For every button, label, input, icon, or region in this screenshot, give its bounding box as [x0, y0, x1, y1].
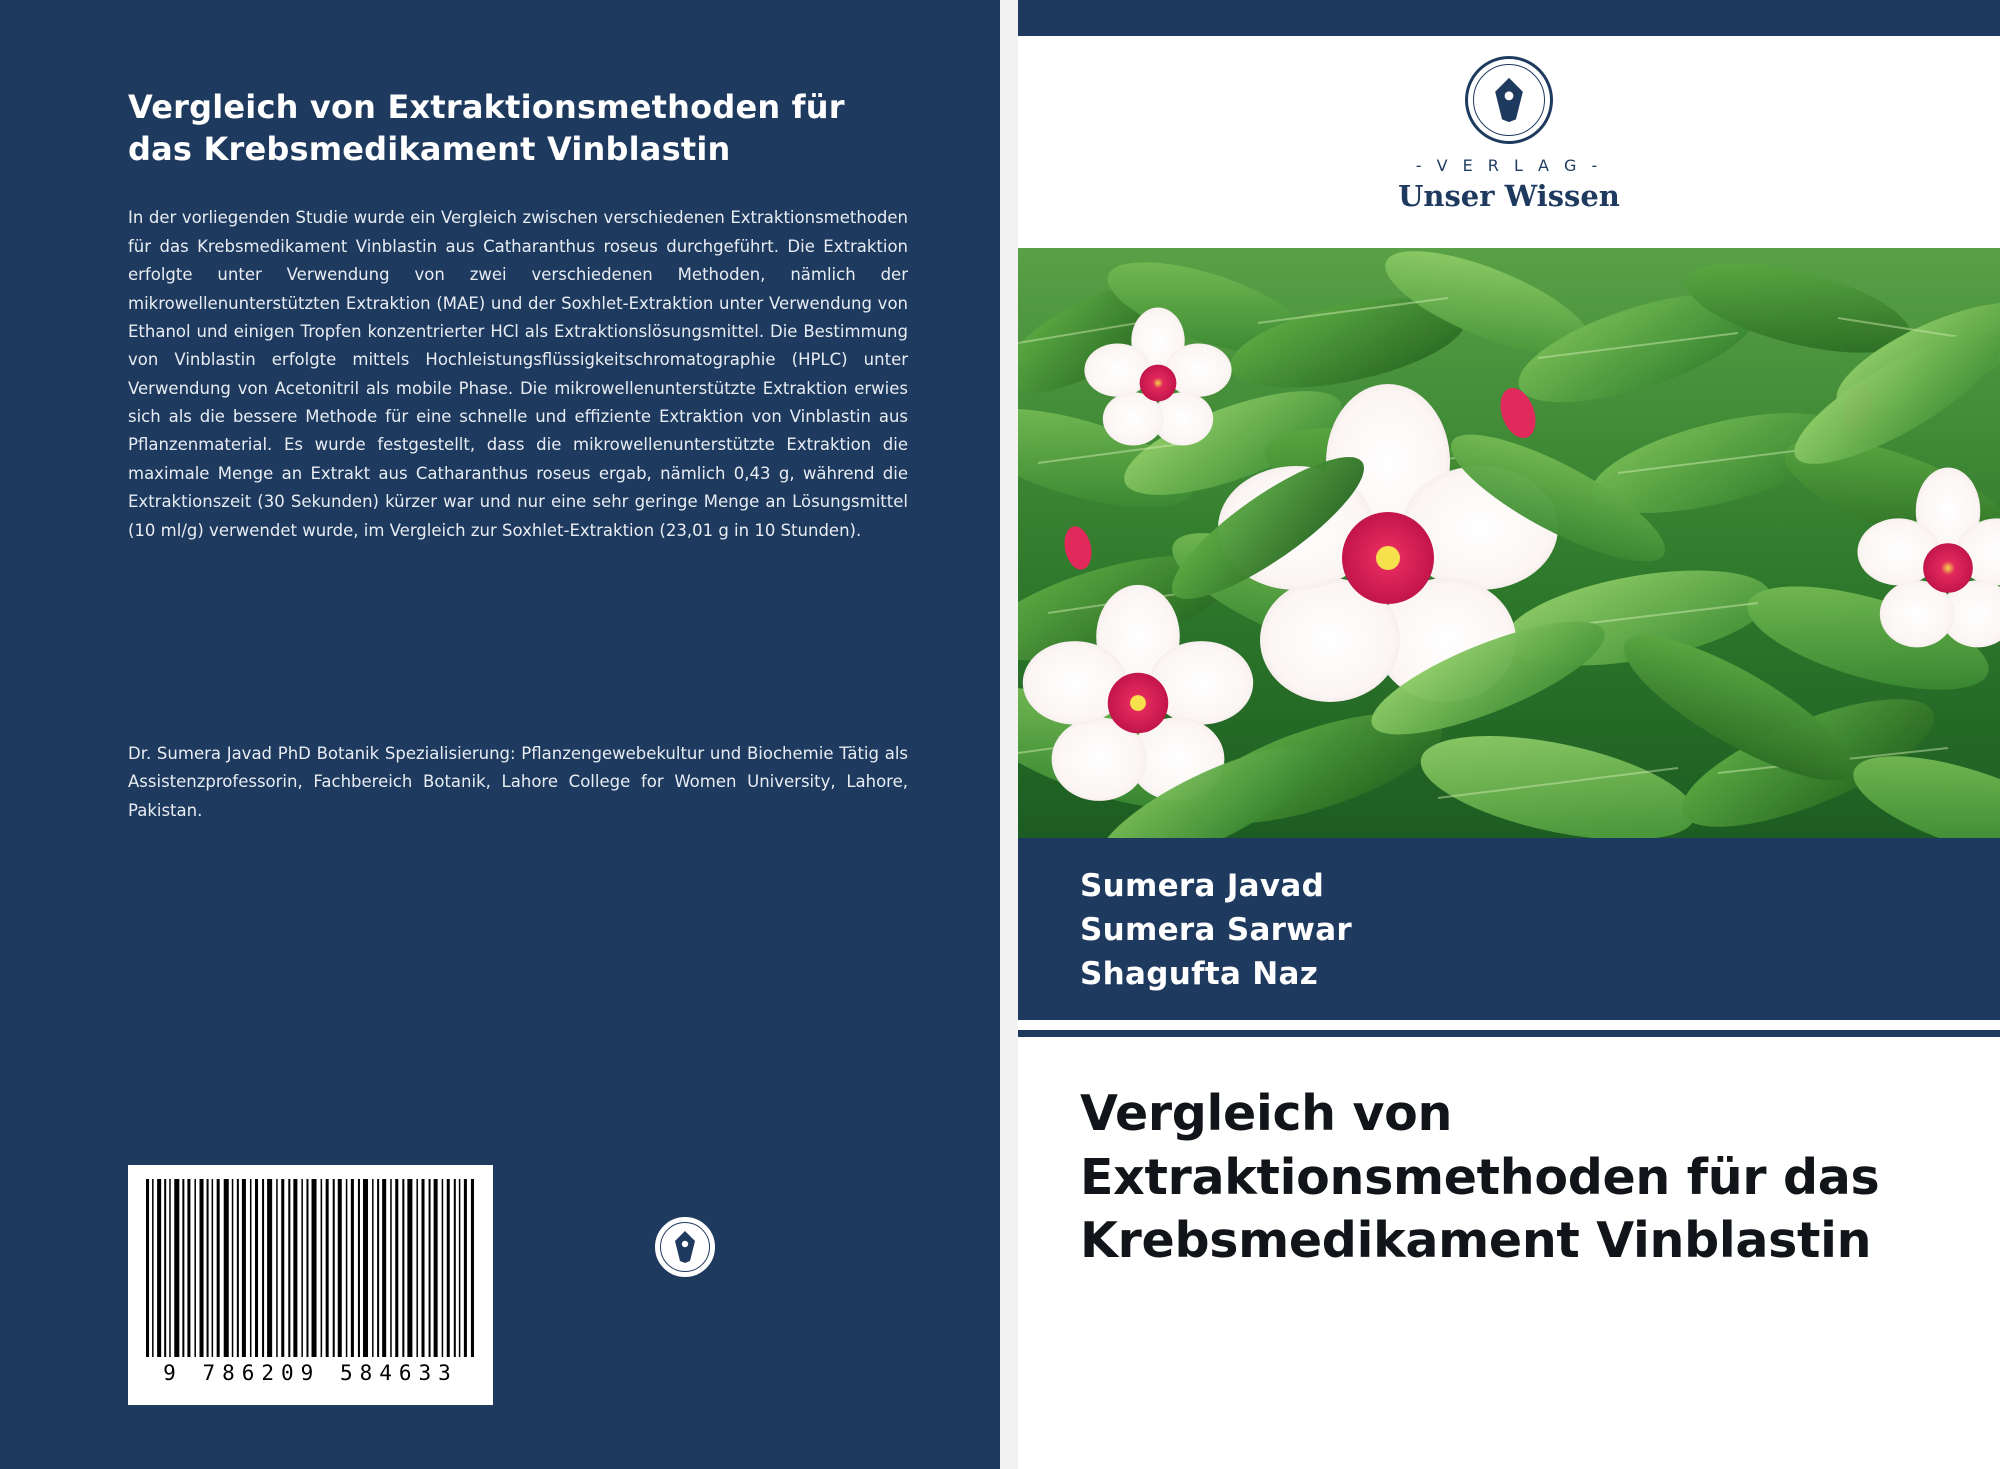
- author-name: Sumera Javad: [1080, 868, 1325, 904]
- author-name: Shagufta Naz: [1080, 956, 1319, 993]
- catharanthus-roseus-illustration: [1018, 248, 2000, 838]
- publisher-brand-name: Unser Wissen: [600, 1307, 770, 1333]
- pen-nib-icon: [1491, 76, 1527, 124]
- front-cover-top-bar: [1018, 0, 2000, 36]
- band-rule: [1018, 1030, 2000, 1037]
- isbn-barcode: [128, 1165, 493, 1405]
- publisher-verlag-label: - V E R L A G -: [613, 1288, 757, 1304]
- back-cover-text-block: [128, 86, 908, 545]
- barcode-bars-icon: [144, 1179, 477, 1357]
- front-publisher-logo: [1018, 56, 2000, 213]
- back-cover-author-bio: Dr. Sumera Javad PhD Botanik Spezialisierung: Pflanzengewebekultur und Biochemie Tätig als Assistenzprofessorin, Fachbereich Botanik, Lahore College for Women University, Lahore, Pakistan.: [128, 744, 908, 820]
- cover-photo: [1018, 248, 2000, 838]
- book-spine: [1000, 0, 1018, 1469]
- band-divider: [1018, 1020, 2000, 1030]
- back-cover-abstract: In der vorliegenden Studie wurde ein Vergleich zwischen verschiedenen Extraktionsmethoden für das Krebsmedikament Vinblastin aus Catharanthus roseus durchgeführt. Die Extraktion erfolgte unter Verwendung von zwei verschiedenen Methoden, nämlich der mikrowellenunterstützten Extraktion (MAE) und der Soxhlet-Extraktion unter Verwendung von Ethanol und einigen Tropfen konzentrierter HCl als Extraktionslösungsmittel. Die Bestimmung von Vinblastin erfolgte mittels Hochleistungsflüssigkeitschromatographie (HPLC) unter Verwendung von Acetonitril als mobile Phase. Die mikrowellenunterstützte Extraktion erwies sich als die bessere Methode für eine schnelle und effiziente Extraktion von Vinblastin aus Pflanzenmaterial. Es wurde festgestellt, dass die mikrowellenunterstützte Extraktion die maximale Menge an Extrakt aus Catharanthus roseus ergab, nämlich 0,43 g, während die Extraktionszeit (30 Sekunden) kürzer war und nur eine sehr geringe Menge an Lösungsmittel (10 ml/g) verwendet wurde, im Vergleich zur Soxhlet-Extraktion (23,01 g in 10 Stunden).: [128, 208, 908, 540]
- pen-nib-icon: [672, 1230, 698, 1264]
- authors-band: [1018, 838, 2000, 1020]
- back-publisher-logo: [600, 1215, 770, 1333]
- back-cover-title: Vergleich von Extraktionsmethoden für das Krebsmedikament Vinblastin: [128, 88, 845, 169]
- isbn-digits: 9 786209 584633: [163, 1361, 458, 1385]
- front-cover-title: Vergleich von Extraktionsmethoden für das Krebsmedikament Vinblastin: [1080, 1085, 1880, 1270]
- front-cover-panel: [1018, 0, 2000, 1469]
- publisher-verlag-label: - V E R L A G -: [1415, 156, 1603, 175]
- publisher-brand-name: Unser Wissen: [1398, 179, 1620, 213]
- author-name: Sumera Sarwar: [1080, 912, 1353, 949]
- pen-nib-in-circle-icon: [653, 1215, 717, 1279]
- pen-nib-in-circle-icon: [1465, 56, 1553, 144]
